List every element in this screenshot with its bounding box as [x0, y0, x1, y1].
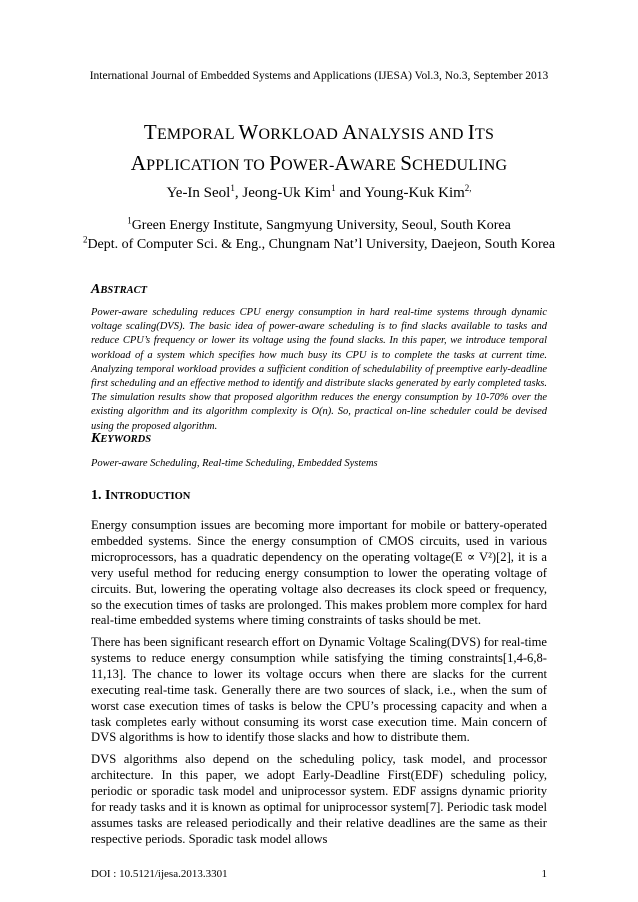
abstract-heading: ABSTRACT [91, 282, 148, 297]
author-list: Ye-In Seol$^1$, Jeong-Uk Kim$^1$ and Young-Kuk Kim$^{2,}$ [166, 183, 472, 201]
affiliation-1: $^1$Green Energy Institute, Sangmyung University, Seoul, South Korea [127, 215, 511, 233]
abstract-text: Power-aware scheduling reduces CPU energy consumption in hard real-time systems through dynamic voltage scaling(DVS). The basic idea of power-aware scheduling is to find slacks available to tasks and reduce CPU’s frequency or lower its voltage using the found slacks. In this paper, we introduce temporal workload of a system which specifies how much busy its CPU is to complete the tasks at current time. Analyzing temporal workload provides a sufficient condition of schedulability of preemptive early-deadline first scheduling and an effective method to identify and distribute slacks generated by early completed tasks. The simulation results show that proposed algorithm reduces the energy consumption by 10-70% over the existing algorithm and its algorithm complexity is O(n). So, practical on-line scheduler could be devised using the proposed algorithm. [91, 307, 547, 432]
keywords-heading: KEYWORDS [91, 431, 152, 446]
doi-text: DOI : 10.5121/ijesa.2013.3301 [91, 868, 228, 880]
title-line-1: TEMPORAL WORKLOAD ANALYSIS AND ITS [143, 120, 495, 144]
affiliations [0, 216, 638, 254]
introduction-heading: 1. INTRODUCTION [91, 488, 191, 503]
journal-header: International Journal of Embedded Systems and Applications (IJESA) Vol.3, No.3, September 2013 [89, 70, 549, 82]
affiliation-2: $^2$Dept. of Computer Sci. & Eng., Chungnam Nat’l University, Daejeon, South Korea [82, 234, 556, 252]
intro-paragraph-1: Energy consumption issues are becoming more important for mobile or battery-operated embedded systems. Since the energy consumption of CMOS circuits, used in various microprocessors, has a quadratic dependency on the operating voltage(E ∝ V²)[2], it is a very useful method for reducing energy consumption to lower the operating voltage of circuits. But, lowering the operating voltage also decreases its clock speed or frequency, so the execution times of tasks are prolonged. This makes problem more complex for hard real-time embedded systems where timing constraints of tasks should be met. [91, 518, 547, 628]
keywords-text: Power-aware Scheduling, Real-time Scheduling, Embedded Systems [91, 458, 378, 469]
page-number: 1 [541, 868, 547, 880]
paper-title [40, 118, 598, 180]
intro-paragraph-2: There has been significant research effort on Dynamic Voltage Scaling(DVS) for real-time systems to reduce energy consumption while satisfying the timing constraints[1,4-6,8-11,13]. The chance to lower its voltage occurs when there are slacks for the current executing real-time task. Generally there are two sources of slack, i.e., when the sum of worst case execution times of tasks is below the CPU’s processing capacity and when a task completes early without consuming its worst case execution time. Main concern of DVS algorithms is how to identify those slacks and how to distribute them. [91, 635, 547, 745]
title-line-2: APPLICATION TO POWER-AWARE SCHEDULING [130, 151, 508, 175]
intro-paragraph-3: DVS algorithms also depend on the scheduling policy, task model, and processor architecture. In this paper, we adopt Early-Deadline First(EDF) scheduling policy, periodic or sporadic task model and uniprocessor system. EDF assigns dynamic priority for ready tasks and it is known as optimal for uniprocessor system[7]. Periodic task model assumes tasks are released periodically and their relative deadlines are the same as their respective periods. Sporadic task model allows [91, 752, 547, 846]
page-footer [91, 868, 547, 880]
